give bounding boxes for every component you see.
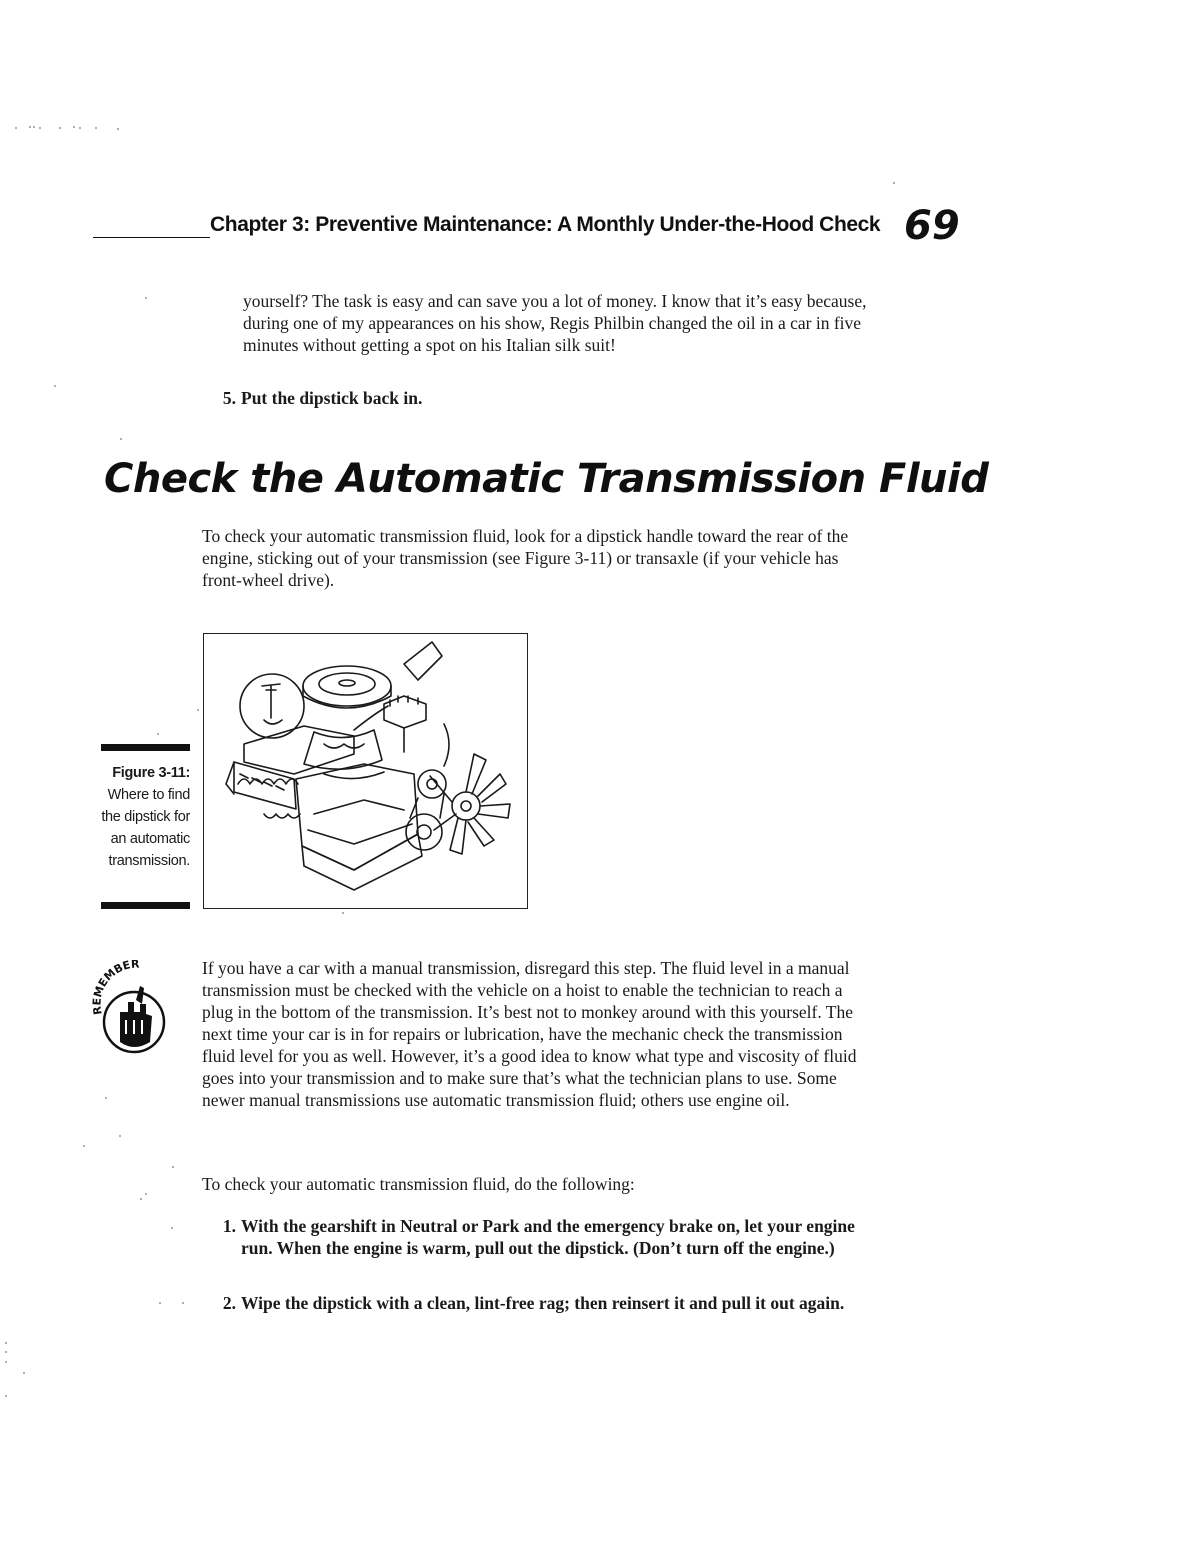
section-title: Check the Automatic Transmission Fluid bbox=[104, 456, 989, 502]
caption-rule-top bbox=[101, 744, 190, 751]
header-rule bbox=[93, 237, 210, 238]
remember-paragraph: If you have a car with a manual transmission, disregard this step. The fluid level in a manual transmission must be checked with the vehicle on a hoist to enable the technician to reach a plug in the bottom of the transmission. It’s best not to monkey around with this yourself. The next time your car is in for repairs or lubrication, have the mechanic check the transmission fluid level for you as well. However, it’s a good idea to know what type and viscosity of fluid goes into your transmission and to make sure that’s what the technician plans to use. Some newer manual transmissions use automatic transmission fluid; others use engine oil. bbox=[202, 958, 857, 1110]
step-text: Put the dipstick back in. bbox=[241, 388, 423, 408]
remember-icon bbox=[84, 960, 186, 1058]
figure-frame bbox=[203, 633, 528, 909]
running-header: Chapter 3: Preventive Maintenance: A Monthly Under-the-Hood Check bbox=[210, 213, 881, 236]
procedure-intro: To check your automatic transmission fluid, do the following: bbox=[202, 1174, 635, 1194]
step-text: Wipe the dipstick with a clean, lint-free rag; then reinsert it and pull it out again. bbox=[241, 1293, 845, 1313]
remember-icon-text: REMEMBER bbox=[90, 960, 140, 1016]
figure-caption-text: Where to find the dipstick for an automatic transmission. bbox=[101, 787, 190, 869]
section-paragraph: To check your automatic transmission fluid, look for a dipstick handle toward the rear of the engine, sticking out of your transmission (see Figure 3-11) or transaxle (if your vehicle has front-wheel drive). bbox=[202, 526, 849, 590]
engine-illustration-icon bbox=[204, 634, 527, 908]
step-number: 1. bbox=[222, 1216, 236, 1236]
caption-rule-bottom bbox=[101, 902, 190, 909]
step-text: With the gearshift in Neutral or Park and the emergency brake on, let your engine run. When the engine is warm, pull out the dipstick. (Don’t turn off the engine.) bbox=[241, 1216, 855, 1258]
figure-caption bbox=[96, 762, 190, 872]
step-number: 5. bbox=[222, 388, 236, 408]
step-number: 2. bbox=[222, 1293, 236, 1313]
figure-label: Figure 3-11: bbox=[112, 765, 190, 781]
intro-paragraph: yourself? The task is easy and can save you a lot of money. I know that it’s easy because, during one of my appearances on his show, Regis Philbin changed the oil in a car in five minutes without getting a spot on his Italian silk suit! bbox=[243, 291, 867, 355]
page-number: 69 bbox=[904, 203, 960, 249]
